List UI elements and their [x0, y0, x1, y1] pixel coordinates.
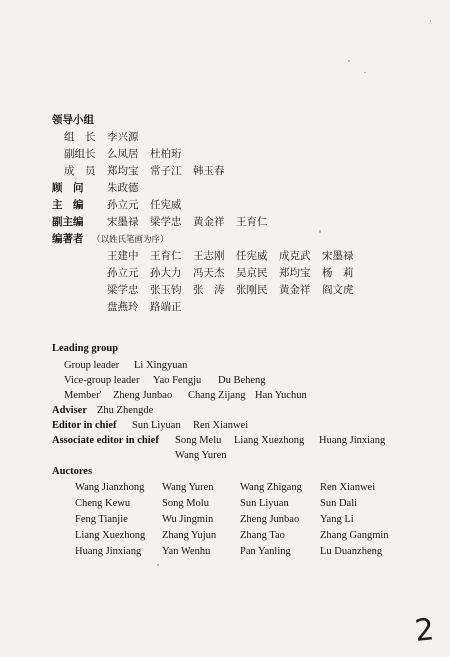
- en-author-name: Lu Duanzheng: [320, 546, 383, 557]
- cn-author-name: 冯天杰: [193, 267, 225, 279]
- cn-member-name: 常子江: [150, 165, 182, 177]
- en-vice-leader-name: Du Beheng: [218, 375, 266, 386]
- en-member-label: Member': [64, 390, 102, 401]
- cn-leader-name: 李兴源: [107, 131, 139, 143]
- cn-author-name: 王志刚: [193, 250, 225, 262]
- en-editor-label: Editor in chief: [52, 420, 117, 431]
- scan-speck: [364, 72, 366, 73]
- cn-assoc-name: 王育仁: [236, 216, 268, 228]
- cn-authors-note: （以姓氏笔画为序）: [92, 235, 169, 245]
- cn-assoc-label: 副主编: [52, 216, 84, 228]
- en-author-name: Yang Li: [320, 514, 354, 525]
- en-assoc-name: Huang Jinxiang: [319, 435, 386, 446]
- cn-author-name: 吴京民: [236, 267, 268, 279]
- en-author-name: Wang Zhigang: [240, 482, 302, 493]
- en-vice-leader-label: Vice-group leader: [64, 375, 140, 386]
- cn-editor-name: 孙立元: [107, 199, 139, 211]
- en-adviser-name: Zhu Zhengde: [97, 405, 154, 416]
- en-author-name: Yan Wenhu: [162, 546, 211, 557]
- en-editor-name: Sun Liyuan: [132, 420, 181, 431]
- cn-assoc-name: 黄金祥: [193, 216, 225, 228]
- en-author-name: Sun Dali: [320, 498, 358, 509]
- cn-vice-name: 么凤居: [107, 148, 139, 160]
- cn-assoc-name: 宋墨禄: [107, 216, 139, 228]
- en-author-name: Wang Yuren: [162, 482, 214, 493]
- en-author-name: Pan Yanling: [240, 546, 291, 557]
- cn-member-label: 成 员: [64, 165, 96, 177]
- en-author-name: Cheng Kewu: [75, 498, 131, 509]
- handwritten-page-number: 2: [413, 612, 436, 649]
- en-member-name: Han Yuchun: [255, 390, 307, 401]
- cn-author-name: 路端正: [150, 301, 182, 313]
- cn-member-name: 韩玉春: [193, 165, 225, 177]
- cn-author-name: 王育仁: [150, 250, 182, 262]
- en-assoc-name: Song Melu: [175, 435, 222, 446]
- en-author-name: Wu Jingmin: [162, 514, 214, 525]
- en-author-name: Song Molu: [162, 498, 209, 509]
- cn-editor-name: 任宪威: [150, 199, 182, 211]
- cn-author-name: 盘燕玲: [107, 301, 139, 313]
- en-author-name: Zhang Gangmin: [320, 530, 389, 541]
- en-author-name: Ren Xianwei: [320, 482, 376, 493]
- en-author-name: Feng Tianjie: [75, 514, 128, 525]
- en-group-leader-name: Li Xingyuan: [134, 360, 188, 371]
- cn-leader-label: 组 长: [64, 131, 96, 143]
- en-author-name: Liang Xuezhong: [75, 530, 146, 541]
- en-author-name: Zhang Yujun: [162, 530, 217, 541]
- cn-author-name: 杨 莉: [322, 267, 354, 279]
- en-assoc-label: Associate editor in chief: [52, 435, 159, 446]
- cn-author-name: 张玉钧: [150, 284, 182, 296]
- en-adviser-label: Adviser: [52, 405, 87, 416]
- scan-speck: [430, 20, 431, 22]
- en-assoc-name: Liang Xuezhong: [234, 435, 305, 446]
- cn-member-name: 郑均宝: [107, 165, 139, 177]
- cn-author-name: 阎文虎: [322, 284, 354, 296]
- cn-assoc-name: 梁学忠: [150, 216, 182, 228]
- cn-author-name: 宋墨禄: [322, 250, 354, 262]
- en-member-name: Chang Zijang: [188, 390, 246, 401]
- en-member-name: Zheng Junbao: [113, 390, 173, 401]
- en-author-name: Zhang Tao: [240, 530, 285, 541]
- en-editor-name: Ren Xianwei: [193, 420, 249, 431]
- en-author-name: Huang Jinxiang: [75, 546, 142, 557]
- en-auctores-heading: Auctores: [52, 466, 93, 477]
- cn-adviser-label: 顾 问: [52, 182, 84, 194]
- en-assoc-name-continued: Wang Yuren: [175, 450, 227, 461]
- scan-speck: [348, 60, 350, 62]
- en-vice-leader-name: Yao Fengju: [153, 375, 202, 386]
- cn-author-name: 孙立元: [107, 267, 139, 279]
- cn-authors-label: 编著者: [52, 233, 84, 245]
- cn-author-name: 张刚民: [236, 284, 268, 296]
- cn-vice-name: 杜柏珩: [150, 148, 182, 160]
- cn-vice-label: 副组长: [64, 148, 96, 160]
- en-author-name: Sun Liyuan: [240, 498, 289, 509]
- cn-group-title: 领导小组: [52, 114, 94, 126]
- cn-author-name: 任宪威: [236, 250, 268, 262]
- cn-author-name: 张 涛: [193, 284, 225, 296]
- cn-author-name: 成克武: [279, 250, 311, 262]
- cn-editor-label: 主 编: [52, 199, 84, 211]
- cn-adviser-name: 朱政德: [107, 182, 139, 194]
- cn-author-name: 黄金祥: [279, 284, 311, 296]
- scan-speck: [157, 564, 159, 566]
- en-author-name: Wang Jianzhong: [75, 482, 145, 493]
- en-author-name: Zheng Junbao: [240, 514, 300, 525]
- en-group-leader-label: Group leader: [64, 360, 120, 371]
- cn-author-name: 郑均宝: [279, 267, 311, 279]
- cn-author-name: 孙大力: [150, 267, 182, 279]
- cn-author-name: 梁学忠: [107, 284, 139, 296]
- en-leading-group-heading: Leading group: [52, 343, 119, 354]
- scan-speck: [319, 230, 321, 233]
- cn-author-name: 王建中: [107, 250, 139, 262]
